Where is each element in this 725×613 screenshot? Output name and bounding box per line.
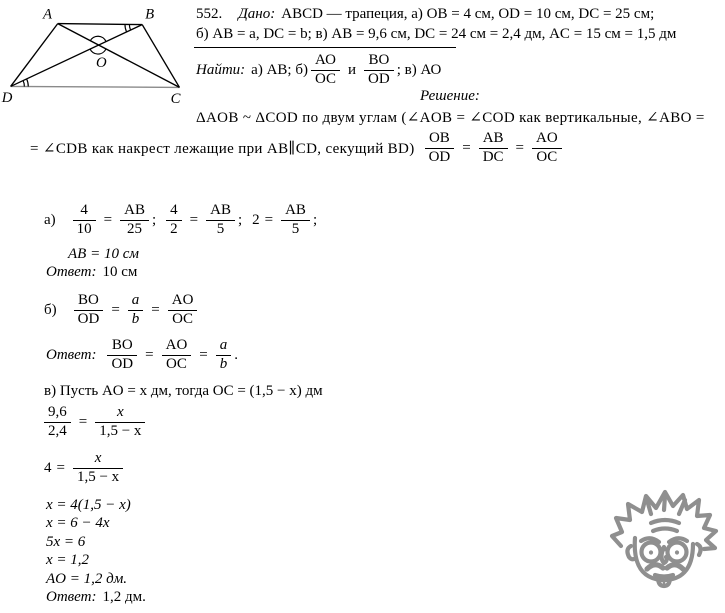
fraction-ao-oc: $\frac{AO}{OC}$ [168, 292, 198, 328]
part-v-intro: в) Пусть AO = x дм, тогда OC = (1,5 − x) дм [44, 383, 323, 399]
mustache [647, 565, 683, 569]
equals-sign: = [462, 139, 471, 156]
forehead-wrinkle-1 [651, 520, 679, 523]
fraction-4-2: $\frac{4}{2}$ [166, 202, 182, 238]
answer-value: 10 см [102, 264, 138, 280]
right-eye [675, 550, 679, 554]
fraction-bo-od: $\frac{BO}{OD}$ [74, 292, 104, 328]
problem-number: 552. [196, 6, 223, 22]
equals-sign: = [151, 301, 160, 318]
trapezoid-figure [0, 2, 195, 110]
semicolon: ; [151, 211, 157, 228]
equals-sign: = [199, 346, 208, 363]
fraction-bo-od: $\frac{BO}{OD}$ [107, 337, 137, 373]
forehead-wrinkle-2 [653, 529, 677, 532]
problem-line2 [196, 26, 676, 43]
einstein-stamp-icon [605, 486, 723, 594]
vertex-label-o: O [96, 54, 107, 71]
part-v-lhs-4: 4 [44, 459, 52, 476]
fraction-bo-od: $\frac{ВО}{OD}$ [364, 52, 394, 88]
equals-sign: = [264, 211, 274, 228]
solution-line2-text: = ∠CDB как накрест лежащие при AB∥CD, секущий BD) [30, 140, 415, 157]
fraction-ob-od: $\frac{OB}{OD}$ [425, 130, 455, 166]
given-underline [194, 47, 456, 48]
side-ab [58, 24, 142, 25]
fraction-a-b: $\frac{a}{b}$ [128, 292, 144, 328]
part-a-lhs-2: 2 [252, 211, 260, 228]
fraction-x-15x: $\frac{x}{1,5 - x}$ [95, 404, 145, 440]
find-label: Найти: [196, 61, 246, 78]
semicolon: ; [237, 211, 243, 228]
part-b-line [44, 288, 200, 332]
fraction-ao-oc: $\frac{AO}{OC}$ [532, 130, 562, 166]
answer-label: Ответ: [46, 346, 97, 363]
answer-label: Ответ: [46, 264, 97, 280]
part-v-answer [46, 589, 146, 607]
fraction-ao-oc: $\frac{АО}{ОС}$ [311, 52, 340, 88]
right-ear [697, 544, 701, 555]
step-line: x = 1,2 [46, 552, 90, 569]
fraction-96-24: $\frac{9,6}{2,4}$ [44, 404, 71, 440]
given-text-line2: б) AB = a, DC = b; в) AB = 9,6 см, DC = 24 см = 2,4 дм, AC = 15 см = 1,5 дм [196, 26, 677, 42]
side-ad [11, 24, 58, 87]
side-dc [11, 86, 180, 87]
part-v-eq2 [44, 446, 126, 490]
angle-bdc-arc-1 [23, 81, 24, 87]
given-text: ABCD — трапеция, а) OB = 4 см, OD = 10 см, DC = 25 см; [281, 6, 655, 22]
part-a-answer [46, 264, 137, 281]
fraction-ab-5: $\frac{AB}{5}$ [281, 202, 310, 238]
step-line: 5x = 6 [46, 533, 86, 550]
left-eye [649, 550, 653, 554]
part-b-answer [46, 333, 238, 377]
angle-abo-arc-1 [129, 24, 130, 29]
solution-line1: ΔAOB ~ ΔCOD по двум углам (∠AOB = ∠COD как вертикальные, ∠ABO = [196, 110, 705, 126]
vertex-label-a: A [43, 6, 53, 23]
angle-cod-arc [90, 49, 106, 54]
equals-sign: = [145, 346, 154, 363]
vertex-label-d: D [1, 90, 13, 107]
find-post: ; в) АО [396, 61, 442, 78]
fraction-ab-5: $\frac{AB}{5}$ [206, 202, 235, 238]
fraction-ab-25: $\frac{AB}{25}$ [120, 202, 149, 238]
problem-line1 [196, 6, 654, 23]
equals-sign: = [515, 139, 525, 156]
find-line [196, 52, 441, 88]
fraction-a-b: $\frac{a}{b}$ [216, 337, 232, 373]
equals-sign: = [56, 459, 65, 476]
period: . [234, 346, 238, 363]
equals-sign: = [103, 211, 113, 228]
given-label: Дано: [238, 6, 276, 22]
fraction-ao-oc: $\frac{AO}{OC}$ [162, 337, 192, 373]
semicolon: ; [312, 211, 318, 228]
angle-bdc-arc-2 [27, 79, 29, 87]
part-a-label: а) [44, 211, 56, 228]
angle-aob-arc [90, 36, 106, 41]
part-v-eq1 [44, 400, 148, 444]
angle-abo-arc-2 [125, 24, 127, 31]
part-v-steps [46, 497, 146, 607]
step-line: x = 4(1,5 − x) [46, 497, 131, 513]
fraction-ab-dc: $\frac{AB}{DC}$ [479, 130, 508, 166]
part-a-line [44, 198, 317, 242]
step-line: AO = 1,2 дм. [46, 570, 128, 587]
step-line: x = 6 − 4x [46, 515, 110, 532]
part-b-label: б) [44, 301, 57, 318]
fraction-4-10: $\frac{4}{10}$ [73, 202, 96, 238]
find-pre: а) AB; б) [251, 61, 308, 78]
vertex-label-b: B [145, 6, 155, 23]
solution-heading: Решение: [420, 88, 480, 104]
vertex-label-c: C [170, 91, 181, 108]
part-a-result: AB = 10 см [68, 246, 139, 262]
answer-value: 1,2 дм. [102, 588, 146, 605]
equals-sign: = [78, 413, 88, 430]
and-word: и [348, 61, 357, 78]
equals-sign: = [189, 211, 199, 228]
solution-line2 [30, 125, 565, 171]
fraction-x-15x: $\frac{x}{1,5 - x}$ [73, 450, 123, 486]
answer-label: Ответ: [46, 588, 97, 605]
equals-sign: = [111, 301, 120, 318]
